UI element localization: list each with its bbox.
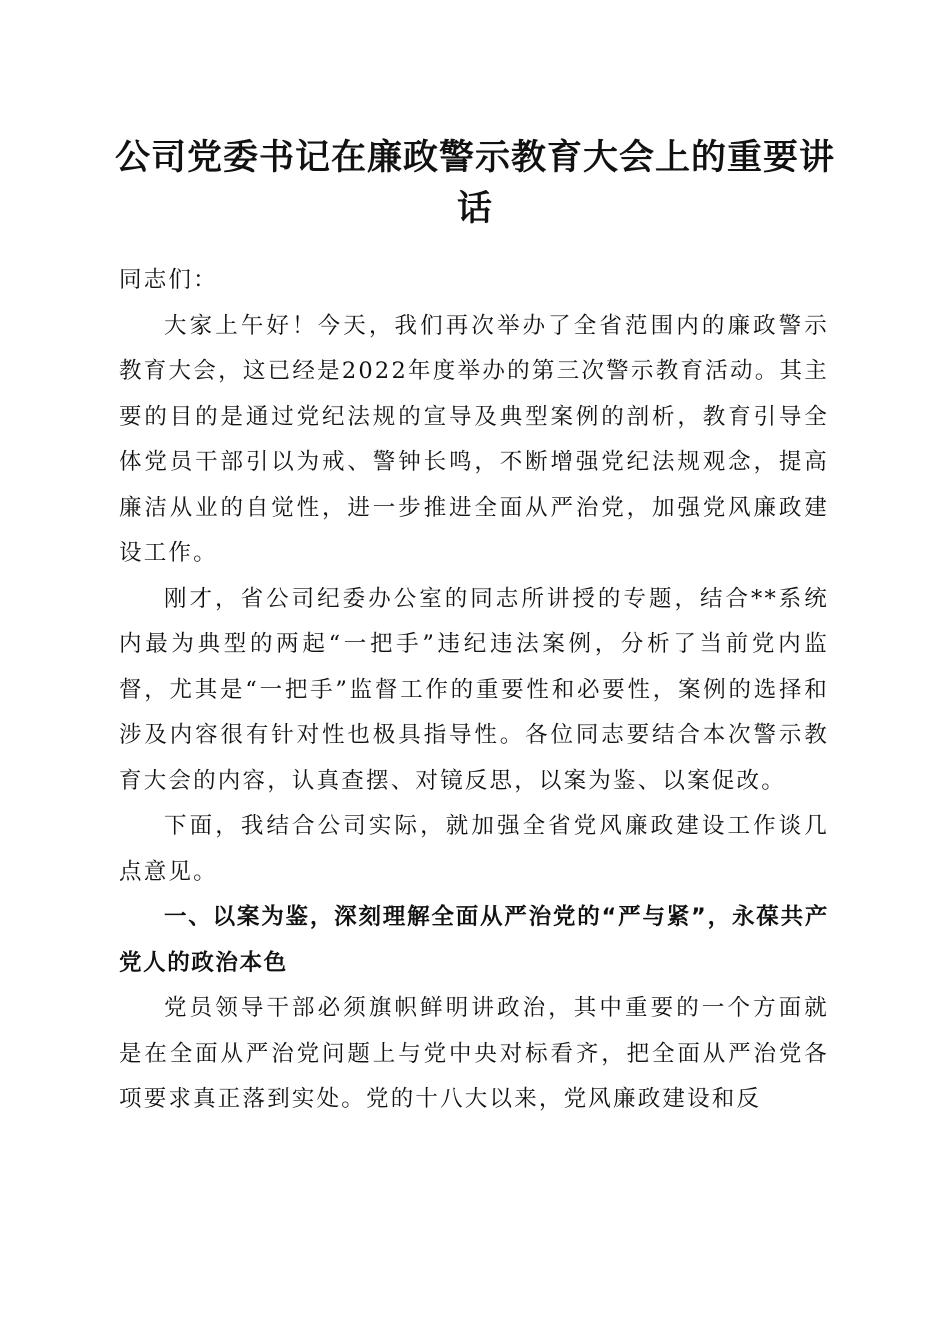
document-body <box>119 258 829 1123</box>
document-title: 公司党委书记在廉政警示教育大会上的重要讲话 <box>114 137 835 229</box>
paragraph-transition: 下面，我结合公司实际，就加强全省党风廉政建设工作谈几点意见。 <box>119 813 829 885</box>
paragraph-case-review: 刚才，省公司纪委办公室的同志所讲授的专题，结合**系统内最为典型的两起“一把手”违纪违法案例，分析了当前党内监督，尤其是“一把手”监督工作的重要性和必要性，案例的选择和涉及内容很有针对性也极具指导性。各位同志要结合本次警示教育大会的内容，认真查摆、对镜反思，以案为鉴、以案促改。 <box>119 585 829 794</box>
paragraph-opening: 大家上午好！今天，我们再次举办了全省范围内的廉政警示教育大会，这已经是2022年度举办的第三次警示教育活动。其主要的目的是通过党纪法规的宣导及典型案例的剖析，教育引导全体党员干部引以为戒、警钟长鸣，不断增强党纪法规观念，提高廉洁从业的自觉性，进一步推进全面从严治党，加强党风廉政建设工作。 <box>119 312 829 566</box>
paragraph-section-1: 党员领导干部必须旗帜鲜明讲政治，其中重要的一个方面就是在全面从严治党问题上与党中央对标看齐，把全面从严治党各项要求真正落到实处。党的十八大以来，党风廉政建设和反 <box>119 995 829 1112</box>
section-heading-1: 一、以案为鉴，深刻理解全面从严治党的“严与紧”，永葆共产党人的政治本色 <box>119 904 829 976</box>
salutation: 同志们： <box>119 267 218 293</box>
